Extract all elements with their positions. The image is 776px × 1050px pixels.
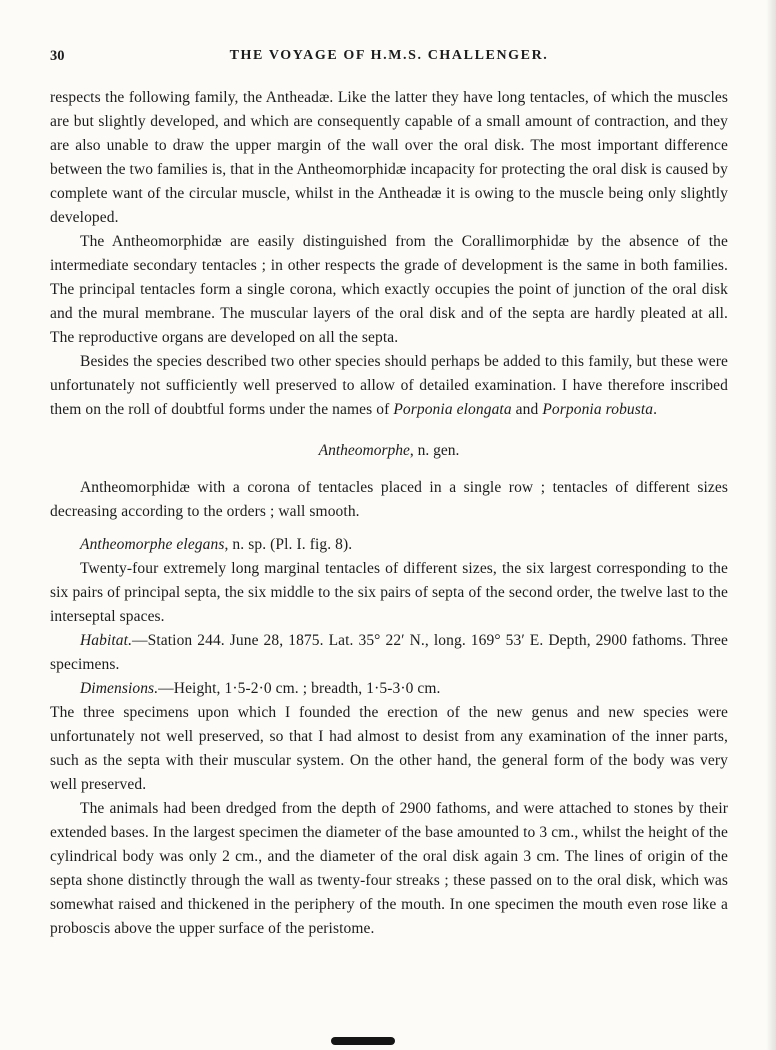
text-run: Besides the species described two other species should perhaps be added to this family, but these were unfortunately not sufficiently well preserved to allow of detailed examination. I have therefore inscribed them on the roll of doubtful forms under the names of <box>50 353 728 418</box>
page-edge-shadow <box>766 0 776 1050</box>
paragraph-habitat <box>50 629 728 677</box>
page-header <box>50 46 728 76</box>
species-name-italic: Porponia elongata <box>393 401 512 418</box>
text-run: and <box>511 401 543 418</box>
genus-name-italic: Antheomorphe <box>318 442 410 459</box>
genus-heading <box>50 439 728 463</box>
page-body <box>50 86 728 941</box>
text-run: , n. sp. (Pl. I. fig. 8). <box>224 536 353 553</box>
paragraph-dimensions <box>50 677 728 701</box>
text-block <box>50 46 728 941</box>
paragraph-genus-diagnosis: Antheomorphidæ with a corona of tentacles placed in a single row ; tentacles of different sizes decreasing according to the orders ; wall smooth. <box>50 479 728 520</box>
page-number: 30 <box>50 48 65 64</box>
paragraph-tentacle-description: Twenty-four extremely long marginal tentacles of different sizes, the six largest corresponding to the six pairs of principal septa, the six middle to the six pairs of septa of the second order, the twelve last to the interseptal spaces. <box>50 560 728 625</box>
species-name-italic: Antheomorphe elegans <box>80 536 225 553</box>
text-run: . <box>653 401 658 418</box>
paragraph-dredging-description: The animals had been dredged from the depth of 2900 fathoms, and were attached to stones by their extended bases. In the largest specimen the diameter of the base amounted to 3 cm., whilst the height of the cylindrical body was only 2 cm., and the diameter of the oral disk again 3 cm. The lines of origin of the septa shone distinctly through the wall as twenty-four streaks ; these passed on to the oral disk, which was somewhat raised and thickened in the periphery of the mouth. In one specimen the mouth even rose like a proboscis above the upper surface of the peristome. <box>50 800 728 937</box>
text-run: —Height, 1·5-2·0 cm. ; breadth, 1·5-3·0 cm. <box>158 680 441 697</box>
running-title: THE VOYAGE OF H.M.S. CHALLENGER. <box>229 48 549 63</box>
habitat-label-italic: Habitat. <box>80 632 133 649</box>
paragraph-corallimorphidae-distinction: The Antheomorphidæ are easily distinguished from the Corallimorphidæ by the absence of the intermediate secondary tentacles ; in other respects the grade of development is the same in both families. The principal tentacles form a single corona, which exactly occupies the point of junction of the oral disk and the mural membrane. The muscular layers of the oral disk and of the septa are hardly pleated at all. The reproductive organs are developed on all the septa. <box>50 233 728 346</box>
species-heading <box>50 533 728 557</box>
paragraph-specimen-preservation: The three specimens upon which I founded the erection of the new genus and new species were unfortunately not well preserved, so that I had almost to desist from any examination of the inner parts, such as the septa with their muscular system. On the other hand, the general form of the body was very well preserved. <box>50 704 728 793</box>
text-run: —Station 244. June 28, 1875. Lat. 35° 22′ N., long. 169° 53′ E. Depth, 2900 fathoms. Three specimens. <box>50 632 728 673</box>
species-name-italic: Porponia robusta <box>542 401 654 418</box>
paragraph-antheadae-comparison: respects the following family, the Antheadæ. Like the latter they have long tentacles, of which the muscles are but slightly developed, and which are consequently capable of a small amount of contraction, and they are also unable to draw the upper margin of the wall over the oral disk. The most important difference between the two families is, that in the Antheomorphidæ incapacity for protecting the oral disk is caused by complete want of the circular muscle, whilst in the Antheadæ it is owing to the muscle being only slightly developed. <box>50 89 728 226</box>
text-run: , n. gen. <box>409 442 460 459</box>
dimensions-label-italic: Dimensions. <box>80 680 159 697</box>
paragraph-doubtful-species <box>50 350 728 422</box>
scan-artifact <box>331 1037 395 1045</box>
